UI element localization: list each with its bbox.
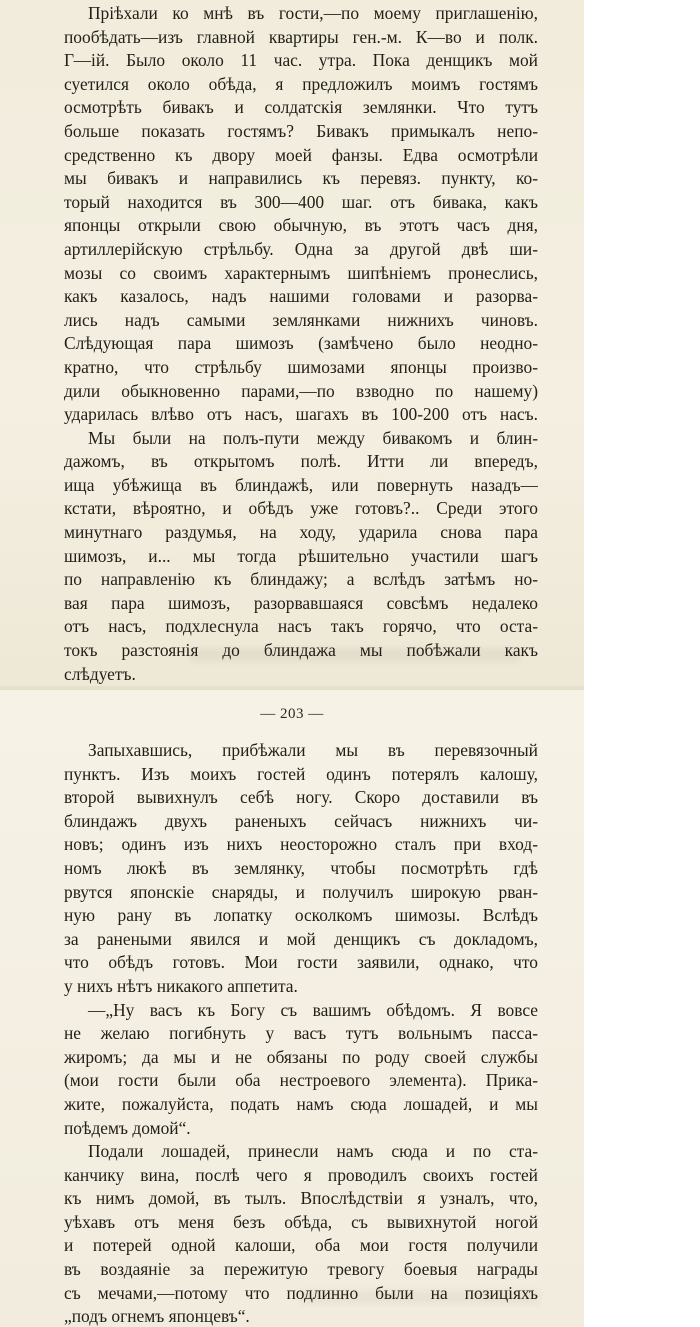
text-line: въ воздаяніе за пережитую тревогу боевыя награды (64, 1259, 538, 1280)
text-line: по направленію къ блиндажу; а вслѣдъ затѣмъ но- (64, 569, 538, 590)
text-line: суетился около обѣда, я предложилъ моимъ гостямъ (64, 73, 538, 94)
paragraph-2 (64, 427, 538, 687)
upper-text-block (64, 2, 538, 686)
text-line: „подъ огнемъ японцевъ“. (64, 1306, 250, 1327)
lower-text-block (64, 739, 538, 1327)
text-line: что обѣдъ готовъ. Мои гости заявили, однако, что (64, 952, 538, 973)
text-line: (мои гости были оба нестроевого элемента). Прика- (64, 1070, 538, 1091)
text-line: ную рану въ лопатку осколкомъ шимозы. Вслѣдъ (64, 905, 538, 926)
text-line: лись надъ самыми землянками нижнихъ чиновъ. (64, 309, 538, 330)
text-line: съ мечами,—потому что подлинно были на позиціяхъ (64, 1282, 538, 1303)
text-line: и потерей одной калоши, оба мои гостя получили (64, 1235, 538, 1256)
text-line: пообѣдать—изъ главной квартиры ген.-м. К—во и полк. (64, 26, 538, 47)
text-line: отъ насъ, подхлеснула насъ такъ горячо, что оста- (64, 616, 538, 637)
text-line: токъ разстоянія до блиндажа мы побѣжали какъ (64, 640, 538, 661)
page-number: — 203 — (260, 706, 324, 722)
text-line: Подали лошадей, принесли намъ сюда и по ста- (88, 1141, 538, 1162)
text-line: кратно, что стрѣльбу шимозами японцы произво- (64, 356, 538, 377)
text-line: Мы были на полъ-пути между бивакомъ и блин- (88, 427, 538, 448)
text-line: уѣхавъ отъ меня безъ обѣда, съ вывихнутой ногой (64, 1211, 538, 1232)
text-line: средственно къ двору моей фанзы. Едва осмотрѣли (64, 144, 538, 165)
text-line: минутнаго раздумья, на ходу, ударила снова пара (64, 522, 538, 543)
text-line: ища убѣжища въ блиндажѣ, или повернуть назадъ— (64, 474, 538, 495)
text-line: артиллерійскую стрѣльбу. Одна за другой двѣ ши- (64, 238, 538, 259)
text-line: дили обыкновенно парами,—по взводно по нашему) (64, 380, 538, 401)
text-line: Запыхавшись, прибѣжали мы въ перевязочный (88, 740, 538, 760)
text-line: канчику вина, послѣ чего я проводилъ своихъ гостей (64, 1164, 538, 1185)
text-line: блиндажъ двухъ раненыхъ сейчасъ нижнихъ чи- (64, 810, 538, 831)
text-line: мозы со своимъ характернымъ шипѣніемъ пронеслись, (64, 262, 538, 283)
text-line: номъ люкѣ въ землянку, чтобы посмотрѣть гдѣ (64, 857, 538, 878)
text-line: —„Ну васъ къ Богу съ вашимъ обѣдомъ. Я вовсе (88, 999, 538, 1020)
text-line: у нихъ нѣтъ никакого аппетита. (64, 975, 298, 996)
paragraph-3 (64, 739, 538, 999)
text-line: торый находится въ 300—400 шаг. отъ бивака, какъ (64, 191, 538, 212)
text-line: Пріѣхали ко мнѣ въ гости,—по моему приглашенію, (88, 3, 538, 23)
text-line: къ нимъ домой, въ тылъ. Впослѣдствіи я узналъ, что, (64, 1188, 538, 1209)
text-line: за ранеными явился и мой денщикъ съ докладомъ, (64, 928, 538, 949)
text-line: кстати, вѣроятно, и обѣдъ уже готовъ?.. Среди этого (64, 498, 538, 519)
text-line: рвутся японскіе снаряды, и получилъ широкую рван- (64, 881, 538, 902)
text-line: осмотрѣть бивакъ и солдатскія землянки. Что тутъ (64, 97, 538, 118)
text-line: новъ; одинъ изъ нихъ неосторожно сталъ при вход- (64, 834, 538, 855)
text-line: не желаю погибнуть у васъ тутъ вольнымъ пасса- (64, 1023, 538, 1044)
text-line: больше показать гостямъ? Бивакъ примыкалъ непо- (64, 120, 538, 141)
text-line: какъ казалось, надъ нашими головами и разорва- (64, 286, 538, 307)
text-line: Г—ій. Было около 11 час. утра. Пока денщикъ мой (64, 50, 538, 71)
text-line: поѣдемъ домой“. (64, 1117, 191, 1138)
text-line: мы бивакъ и направились къ перевяз. пункту, ко- (64, 168, 538, 189)
text-line: японцы открыли свою обычную, въ этотъ часъ дня, (64, 215, 538, 236)
paragraph-4 (64, 999, 538, 1141)
text-line: ударилась влѣво отъ насъ, шагахъ въ 100-200 отъ насъ. (64, 404, 538, 425)
text-line: вая пара шимозъ, разорвавшаяся совсѣмъ недалеко (64, 592, 538, 613)
text-line: Слѣдующая пара шимозъ (замѣчено было неодно- (64, 333, 538, 354)
paragraph-5 (64, 1140, 538, 1327)
text-line: жите, пожалуйста, подать намъ сюда лошадей, и мы (64, 1093, 538, 1114)
text-line: дажомъ, въ открытомъ полѣ. Итти ли впередъ, (64, 451, 538, 472)
page-seam (0, 686, 584, 690)
text-line: пунктъ. Изъ моихъ гостей одинъ потерялъ калошу, (64, 763, 538, 784)
paragraph-1 (64, 2, 538, 427)
text-line: слѣдуетъ. (64, 663, 136, 684)
text-line: жиромъ; да мы и не обязаны по роду своей службы (64, 1046, 538, 1067)
text-line: второй вывихнулъ себѣ ногу. Скоро доставили въ (64, 787, 538, 808)
text-line: шимозъ, и... мы тогда рѣшительно участили шагъ (64, 545, 538, 566)
